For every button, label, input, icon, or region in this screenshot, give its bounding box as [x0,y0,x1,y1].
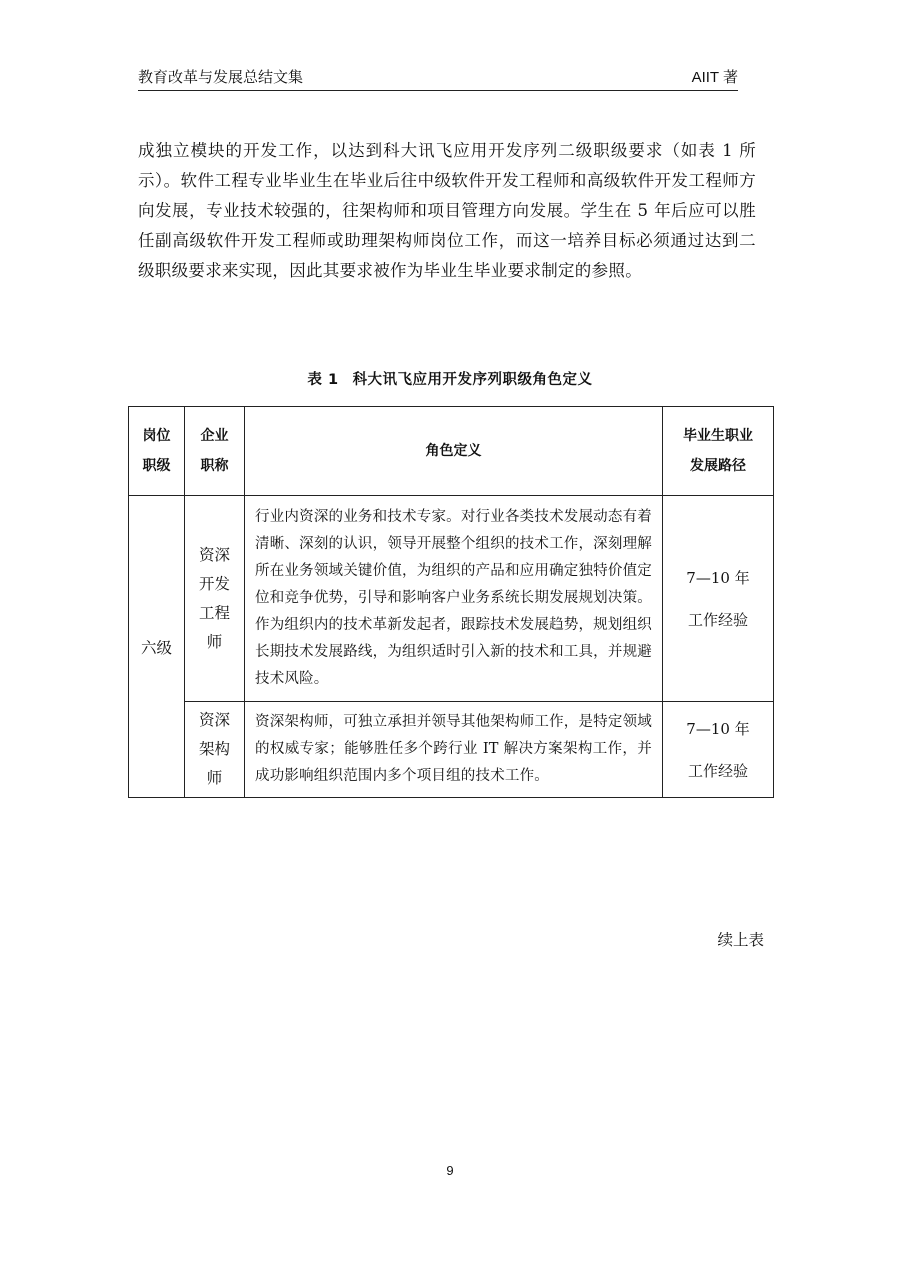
title-cell [185,702,245,798]
header-career-path [663,407,774,496]
page-header [138,64,738,91]
path-line: 工作经验 [687,761,748,780]
title-line: 资深 [198,545,230,564]
table-header-row [129,407,774,496]
title-line: 资深 [198,711,230,729]
title-line: 师 [206,632,223,651]
title-cell [185,496,245,702]
table-caption-title: 科大讯飞应用开发序列职级角色定义 [352,372,593,388]
header-level [129,407,185,496]
table-caption-number: 表 1 [307,372,339,388]
header-title-line: 企业 [200,428,229,444]
header-author: AIIT 著 [691,69,738,86]
role-definition-table [128,406,774,798]
header-level-line: 岗位 [142,428,171,444]
title-line: 师 [206,769,223,787]
path-line: 工作经验 [687,610,748,629]
header-title [185,407,245,496]
definition-cell: 资深架构师，可独立承担并领导其他架构师工作，是特定领域的权威专家；能够胜任多个跨行业 IT 解决方案架构工作，并成功影响组织范围内多个项目组的技术工作。 [245,702,663,798]
path-line: 7—10 年 [686,719,750,738]
title-line: 开发 [198,574,230,593]
header-path-line: 发展路径 [690,458,746,474]
table-row [129,496,774,702]
header-title-line: 职称 [200,458,229,474]
header-book-title: 教育改革与发展总结文集 [138,68,304,86]
definition-cell: 行业内资深的业务和技术专家。对行业各类技术发展动态有着清晰、深刻的认识，领导开展整个组织的技术工作，深刻理解所在业务领域关键价值，为组织的产品和应用确定独特价值定位和竞争优势，引导和影响客户业务系统长期发展规划决策。作为组织内的技术革新发起者，跟踪技术发展趋势，规划组织长期技术发展路线，为组织适时引入新的技术和工具，并规避技术风险。 [245,496,663,702]
path-line: 7—10 年 [686,568,750,587]
level-cell: 六级 [129,496,185,798]
table-continued-note: 续上表 [717,931,764,949]
title-line: 架构 [198,740,230,758]
body-paragraph: 成独立模块的开发工作，以达到科大讯飞应用开发序列二级职级要求（如表 1 所示）。软件工程专业毕业生在毕业后往中级软件开发工程师和高级软件开发工程师方向发展，专业技术较强的，往架构师和项目管理方向发展。学生在 5 年后应可以胜任副高级软件开发工程师或助理架构师岗位工作，而这一培养目标必须通过达到二级职级要求来实现，因此其要求被作为毕业生毕业要求制定的参照。 [138,141,756,280]
header-definition: 角色定义 [245,407,663,496]
table-caption [0,368,900,389]
table-row [129,702,774,798]
career-path-cell [663,702,774,798]
career-path-cell [663,496,774,702]
header-path-line: 毕业生职业 [683,428,753,444]
header-level-line: 职级 [142,458,171,474]
title-line: 工程 [198,603,230,622]
page-number: 9 [446,1163,454,1178]
body-paragraph-block [138,136,756,286]
